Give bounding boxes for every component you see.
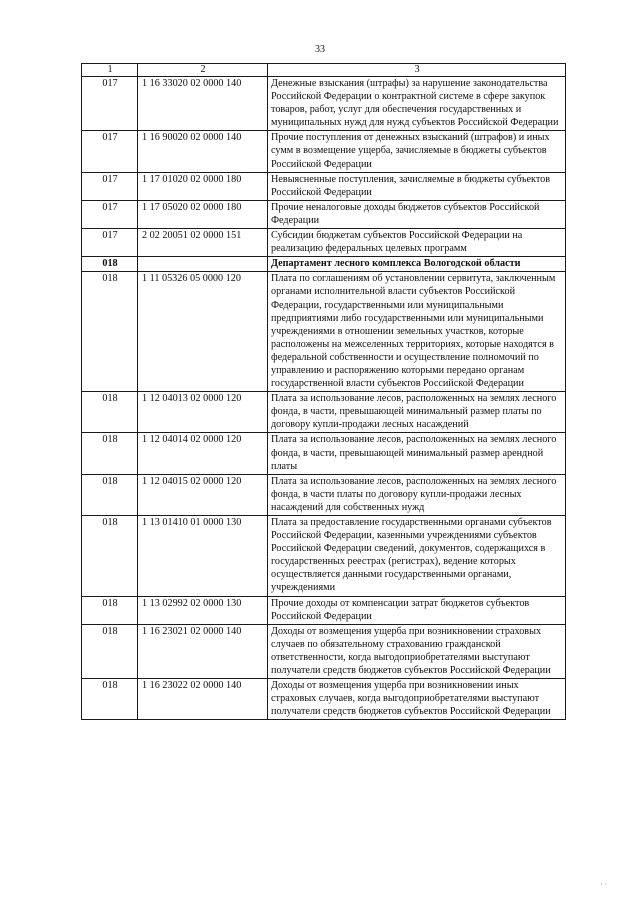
revenue-code-cell: 1 17 01020 02 0000 180 (138, 172, 268, 200)
table-header-row (82, 64, 566, 77)
admin-code-cell: 018 (82, 272, 138, 392)
admin-code-cell: 017 (82, 77, 138, 131)
revenue-name-cell: Доходы от возмещения ущерба при возникновении страховых случаев по обязательному страхованию гражданской ответственности, когда выгодоприобретателями выступают получатели средств бюджетов субъектов Российской Федерации (268, 624, 566, 678)
admin-code-cell: 018 (82, 257, 138, 272)
revenue-code-cell: 2 02 20051 02 0000 151 (138, 229, 268, 257)
table-row (82, 229, 566, 257)
revenue-code-cell: 1 16 33020 02 0000 140 (138, 77, 268, 131)
revenue-code-cell: 1 12 04014 02 0000 120 (138, 433, 268, 474)
revenue-name-cell: Плата за использование лесов, расположенных на землях лесного фонда, в части, превышающей минимальный размер платы по договору купли-продажи лесных насаждений (268, 392, 566, 433)
revenue-name-cell: Плата за предоставление государственными органами субъектов Российской Федерации, казенными учреждениями субъектов Российской Федерации сведений, документов, содержащихся в государственных реестрах (регистрах), ведение которых осуществляется данными государственными органами, учреждениями (268, 516, 566, 597)
scan-mark: · · (600, 880, 608, 889)
revenue-code-cell: 1 16 23022 02 0000 140 (138, 679, 268, 720)
column-header-3: 3 (268, 64, 566, 77)
revenue-code-cell: 1 17 05020 02 0000 180 (138, 200, 268, 228)
table-row (82, 392, 566, 433)
revenue-name-cell: Прочие доходы от компенсации затрат бюджетов субъектов Российской Федерации (268, 596, 566, 624)
table-row (82, 679, 566, 720)
admin-code-cell: 018 (82, 679, 138, 720)
admin-code-cell: 018 (82, 624, 138, 678)
admin-code-cell: 017 (82, 229, 138, 257)
column-header-2: 2 (138, 64, 268, 77)
admin-code-cell: 017 (82, 200, 138, 228)
table-row (82, 172, 566, 200)
admin-code-cell: 017 (82, 131, 138, 172)
revenue-code-cell: 1 13 01410 01 0000 130 (138, 516, 268, 597)
revenue-code-cell: 1 16 90020 02 0000 140 (138, 131, 268, 172)
revenue-code-cell: 1 12 04015 02 0000 120 (138, 474, 268, 515)
admin-code-cell: 018 (82, 516, 138, 597)
revenue-name-cell: Департамент лесного комплекса Вологодской области (268, 257, 566, 272)
revenue-code-cell (138, 257, 268, 272)
revenue-name-cell: Доходы от возмещения ущерба при возникновении иных страховых случаев, когда выгодоприобретателями выступают получатели средств бюджетов субъектов Российской Федерации (268, 679, 566, 720)
revenue-name-cell: Денежные взыскания (штрафы) за нарушение законодательства Российской Федерации о контрактной системе в сфере закупок товаров, работ, услуг для обеспечения государственных и муниципальных нужд для нужд субъектов Российской Федерации (268, 77, 566, 131)
table-row (82, 131, 566, 172)
table-row (82, 624, 566, 678)
column-header-1: 1 (82, 64, 138, 77)
table-row (82, 516, 566, 597)
table-row (82, 77, 566, 131)
table-body (82, 77, 566, 720)
revenue-name-cell: Плата за использование лесов, расположенных на землях лесного фонда, в части, превышающей минимальный размер арендной платы (268, 433, 566, 474)
admin-code-cell: 018 (82, 433, 138, 474)
revenue-name-cell: Субсидии бюджетам субъектов Российской Федерации на реализацию федеральных целевых программ (268, 229, 566, 257)
table-row (82, 200, 566, 228)
admin-code-cell: 018 (82, 392, 138, 433)
revenue-name-cell: Плата по соглашениям об установлении сервитута, заключенным органами исполнительной власти субъектов Российской Федерации, государственными или муниципальными предприятиями либо государственными или муниципальными учреждениями в отношении земельных участков, которые расположены на межселенных территориях, которые находятся в федеральной собственности и осуществление полномочий по управлению и распоряжению которыми передано органам государственной власти субъектов Российской Федерации (268, 272, 566, 392)
revenue-name-cell: Прочие неналоговые доходы бюджетов субъектов Российской Федерации (268, 200, 566, 228)
revenue-name-cell: Прочие поступления от денежных взысканий (штрафов) и иных сумм в возмещение ущерба, зачисляемые в бюджеты субъектов Российской Федерации (268, 131, 566, 172)
page-number: 33 (315, 44, 325, 55)
revenue-codes-table (81, 63, 566, 720)
table-row (82, 272, 566, 392)
table-row (82, 257, 566, 272)
admin-code-cell: 018 (82, 596, 138, 624)
revenue-code-cell: 1 13 02992 02 0000 130 (138, 596, 268, 624)
admin-code-cell: 017 (82, 172, 138, 200)
table-row (82, 596, 566, 624)
revenue-code-cell: 1 12 04013 02 0000 120 (138, 392, 268, 433)
admin-code-cell: 018 (82, 474, 138, 515)
revenue-code-cell: 1 16 23021 02 0000 140 (138, 624, 268, 678)
table-row (82, 433, 566, 474)
revenue-code-cell: 1 11 05326 05 0000 120 (138, 272, 268, 392)
revenue-name-cell: Невыясненные поступления, зачисляемые в бюджеты субъектов Российской Федерации (268, 172, 566, 200)
table-row (82, 474, 566, 515)
revenue-name-cell: Плата за использование лесов, расположенных на землях лесного фонда, в части платы по договору купли-продажи лесных насаждений для собственных нужд (268, 474, 566, 515)
